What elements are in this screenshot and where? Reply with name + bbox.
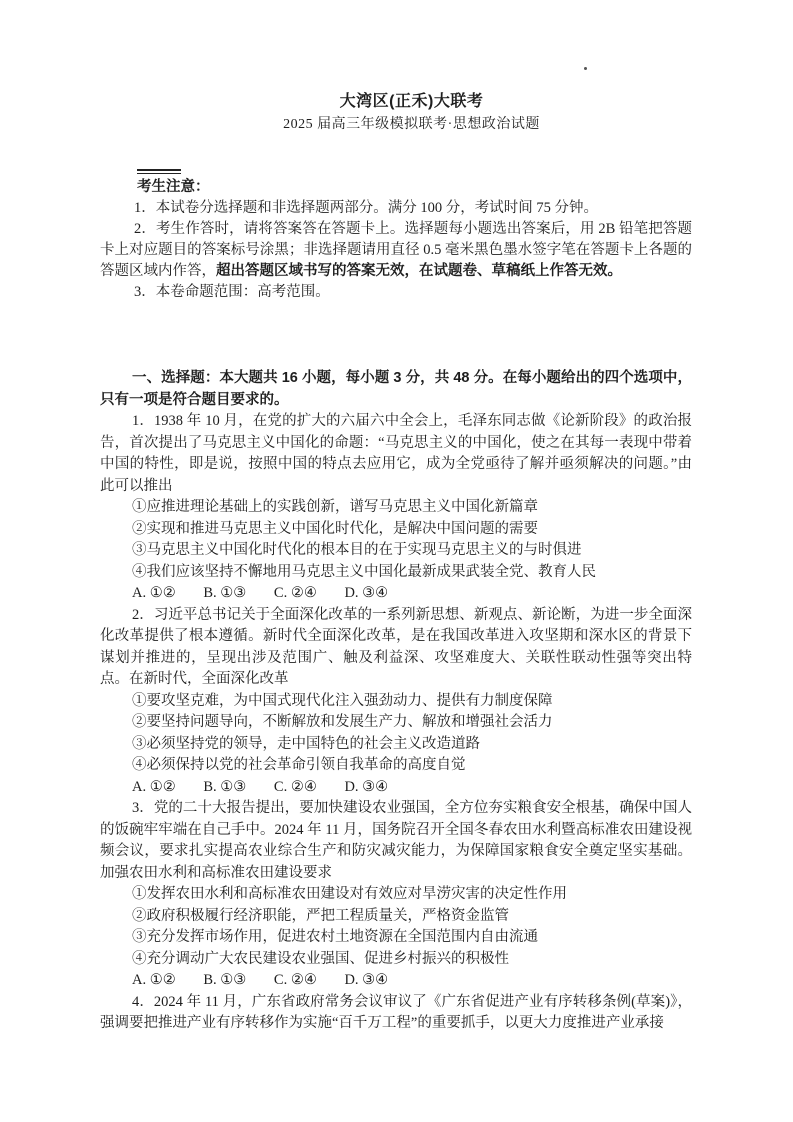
notice-item-2-emphasis: 超出答题区域书写的答案无效，在试题卷、草稿纸上作答无效。: [216, 263, 622, 279]
answer-choice-c: C. ②④: [273, 972, 317, 988]
answer-choice-b: B. ①③: [203, 972, 247, 988]
notice-heading: 考生注意：: [137, 179, 210, 195]
question-4-stem: 4．2024 年 11 月，广东省政府常务会议审议了《广东省促进产业有序转移条例(草案)》，强调要把推进产业有序转移作为实施“百千万工程”的重要抓手，以更大力度推进产业承接: [100, 993, 692, 1031]
answer-choice-c: C. ②④: [273, 778, 317, 795]
notice-item-2-text: 2．考生作答时，请将答案答在答题卡上。选择题每小题选出答案后，用 2B 铅笔把答题卡上对应题目的答案标号涂黑；非选择题请用直径 0.5 毫米黑色墨水签字笔在答题卡上各题的答题区域内作答，: [100, 221, 692, 279]
question-3-option-4: ④充分调动广大农民建设农业强国、促进乡村振兴的积极性: [132, 950, 509, 967]
question-3-answer-row: [100, 970, 692, 992]
question-1-option-3: ③马克思主义中国化时代化的根本目的在于实现马克思主义的与时俱进: [132, 542, 582, 558]
question-2-option-4: ④必须保持以党的社会革命引领自我革命的高度自觉: [132, 757, 466, 773]
document-subtitle: 2025 届高三年级模拟联考·思想政治试题: [283, 117, 540, 132]
answer-choice-a: A. ①②: [132, 972, 176, 988]
question-3-option-3: ③充分发挥市场作用，促进农村土地资源在全国范围内自由流通: [132, 929, 538, 945]
question-3-stem: 3．党的二十大报告提出，要加快建设农业强国，全方位夯实粮食安全根基，确保中国人的饭碗牢牢端在自己手中。2024 年 11 月，国务院召开全国冬春农田水利暨高标准农田建设视频会议，要求扎实提高农业综合生产和防灾减灾能力，为保障国家粮食安全奠定坚实基础。加强农田水利和高标准农田建设要求: [100, 800, 692, 881]
answer-choice-b: B. ①③: [203, 778, 247, 795]
document-title: 大湾区(正禾)大联考: [339, 93, 484, 110]
scan-speck: [584, 67, 587, 70]
section-one-header: 一、选择题：本大题共 16 小题，每小题 3 分，共 48 分。在每小题给出的四个选项中，只有一项是符合题目要求的。: [100, 370, 692, 408]
question-2-stem: 2．习近平总书记关于全面深化改革的一系列新思想、新观点、新论断，为进一步全面深化改革提供了根本遵循。新时代全面深化改革，是在我国改革进入攻坚期和深水区的背景下谋划并推进的，呈现出涉及范围广、触及利益深、攻坚难度大、关联性联动性强等突出特点。在新时代，全面深化改革: [100, 606, 692, 687]
double-rule: [137, 169, 181, 174]
question-1-answer-row: [100, 583, 692, 605]
question-1-option-2: ②实现和推进马克思主义中国化时代化，是解决中国问题的需要: [132, 520, 538, 537]
notice-item-3: 3．本卷命题范围：高考范围。: [134, 284, 330, 300]
question-3-option-2: ②政府积极履行经济职能，严把工程质量关，严格资金监管: [132, 907, 509, 924]
answer-choice-d: D. ③④: [344, 972, 389, 988]
question-area: [100, 368, 692, 1035]
question-2-option-3: ③必须坚持党的领导，走中国特色的社会主义改造道路: [132, 735, 480, 752]
answer-choice-a: A. ①②: [132, 778, 176, 795]
candidate-notice: [100, 169, 692, 303]
question-3-option-1: ①发挥农田水利和高标准农田建设对有效应对旱涝灾害的决定性作用: [132, 886, 567, 902]
answer-choice-c: C. ②④: [273, 585, 317, 601]
answer-choice-b: B. ①③: [203, 585, 247, 601]
answer-choice-d: D. ③④: [344, 585, 389, 601]
question-2-option-2: ②要坚持问题导向，不断解放和发展生产力、解放和增强社会活力: [132, 714, 553, 730]
question-1-stem: 1．1938 年 10 月，在党的扩大的六届六中全会上，毛泽东同志做《论新阶段》的政治报告，首次提出了马克思主义中国化的命题：“马克思主义的中国化，使之在其每一表现中带着中国的特性，即是说，按照中国的特点去应用它，成为全党亟待了解并亟须解决的问题。”由此可以推出: [100, 413, 692, 494]
question-1-option-1: ①应推进理论基础上的实践创新，谱写马克思主义中国化新篇章: [132, 499, 538, 515]
answer-choice-d: D. ③④: [344, 778, 389, 795]
question-2-answer-row: [100, 777, 692, 799]
question-1-option-4: ④我们应该坚持不懈地用马克思主义中国化最新成果武装全党、教育人民: [132, 563, 596, 580]
notice-item-2: [100, 219, 692, 282]
document-header: [30, 93, 793, 133]
question-2-option-1: ①要攻坚克难，为中国式现代化注入强劲动力、提供有力制度保障: [132, 692, 553, 709]
notice-item-1: 1．本试卷分选择题和非选择题两部分。满分 100 分，考试时间 75 分钟。: [134, 200, 598, 216]
answer-choice-a: A. ①②: [132, 585, 176, 601]
